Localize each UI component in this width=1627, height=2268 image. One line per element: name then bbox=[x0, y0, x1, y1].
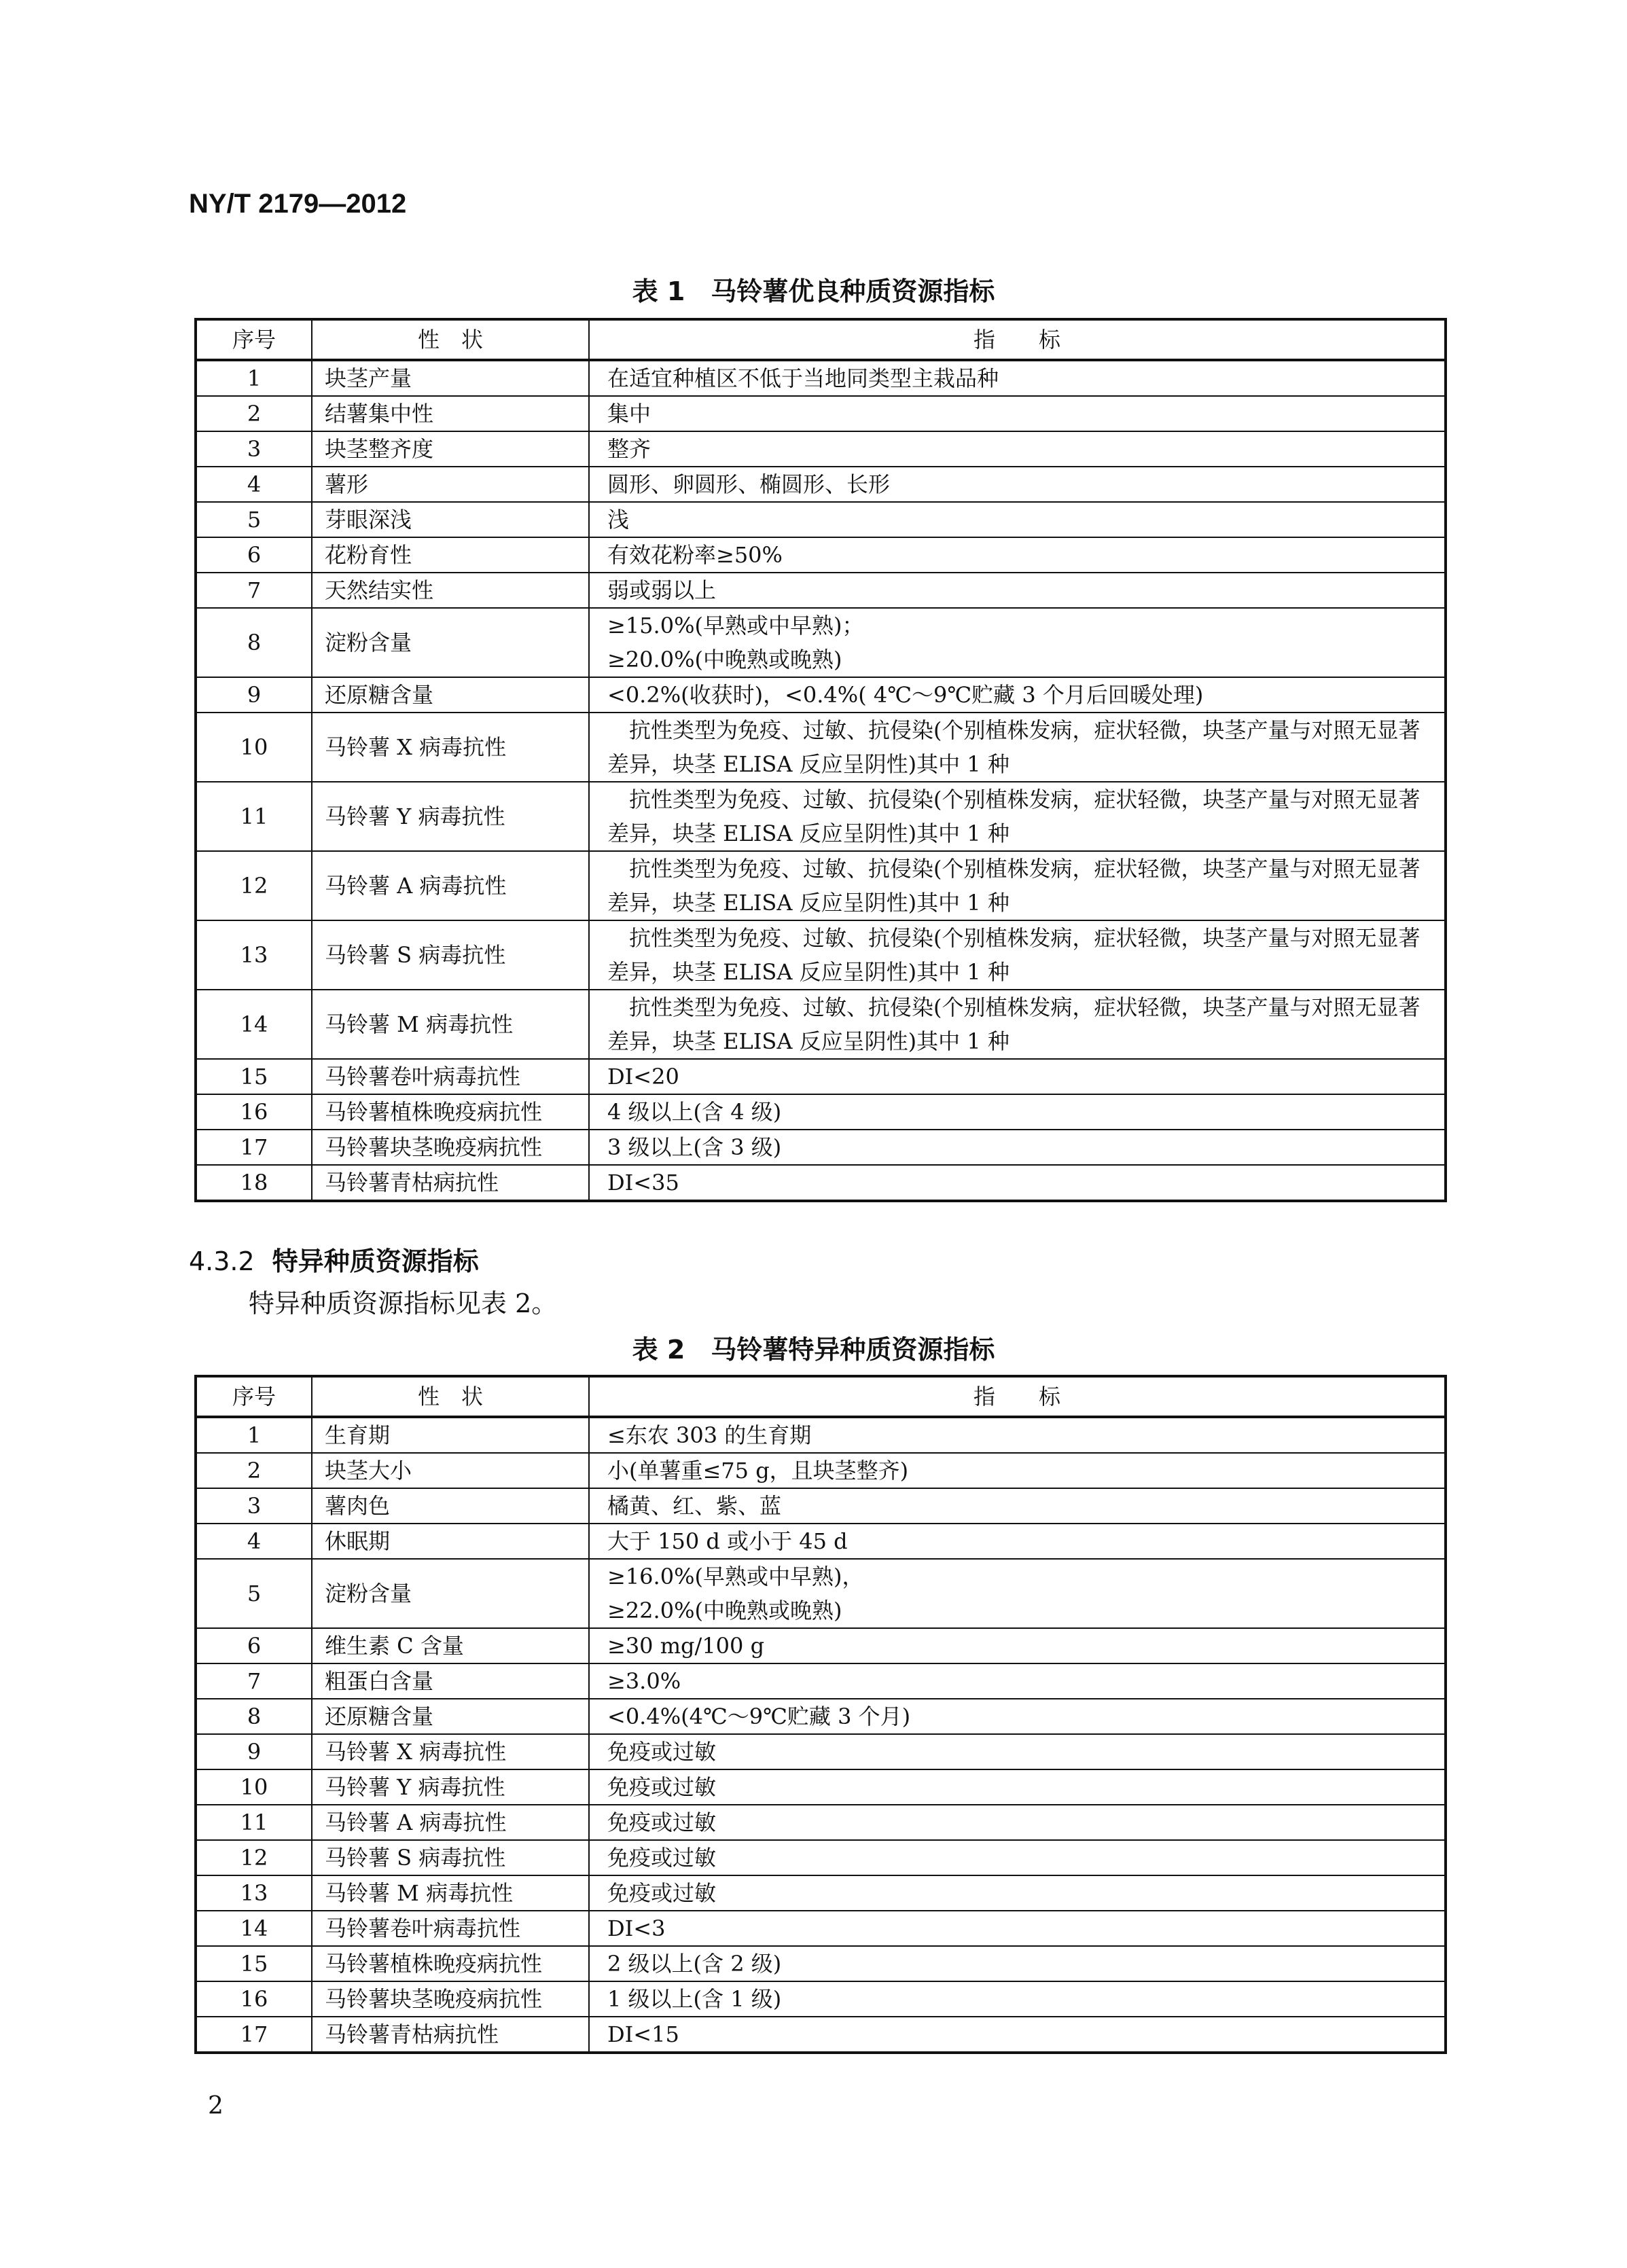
spec-line: 抗性类型为免疫、过敏、抗侵染(个别植株发病，症状轻微，块茎产量与对照无显著差异，块茎 ELISA 反应呈阴性)其中 1 种 bbox=[607, 925, 1420, 985]
spec-line: DI<20 bbox=[607, 1064, 679, 1090]
spec-line: ≥30 mg/100 g bbox=[607, 1633, 765, 1659]
row-number: 8 bbox=[196, 608, 312, 677]
header-trait: 性 状 bbox=[312, 319, 589, 360]
row-number: 3 bbox=[196, 1488, 312, 1524]
trait-cell: 花粉育性 bbox=[312, 537, 589, 573]
table2 bbox=[194, 1375, 1447, 2054]
table-row bbox=[196, 677, 1446, 713]
spec-cell bbox=[589, 1059, 1446, 1094]
spec-line: 在适宜种植区不低于当地同类型主栽品种 bbox=[607, 365, 999, 391]
trait-cell: 薯形 bbox=[312, 467, 589, 502]
trait-cell: 马铃薯 A 病毒抗性 bbox=[312, 851, 589, 920]
trait-cell: 马铃薯块茎晚疫病抗性 bbox=[312, 1130, 589, 1165]
spec-cell bbox=[589, 608, 1446, 677]
row-number: 8 bbox=[196, 1699, 312, 1734]
spec-line: 有效花粉率≥50% bbox=[607, 542, 783, 568]
spec-line: 2 级以上(含 2 级) bbox=[607, 1951, 782, 1977]
table-row bbox=[196, 1699, 1446, 1734]
spec-cell bbox=[589, 1524, 1446, 1559]
trait-cell: 维生素 C 含量 bbox=[312, 1628, 589, 1663]
table-row bbox=[196, 1524, 1446, 1559]
spec-line: 免疫或过敏 bbox=[607, 1810, 717, 1835]
table-row bbox=[196, 1734, 1446, 1769]
row-number: 16 bbox=[196, 1981, 312, 2017]
spec-cell bbox=[589, 713, 1446, 782]
trait-cell: 马铃薯 Y 病毒抗性 bbox=[312, 1769, 589, 1805]
trait-cell: 马铃薯 S 病毒抗性 bbox=[312, 920, 589, 990]
trait-cell: 马铃薯 M 病毒抗性 bbox=[312, 990, 589, 1059]
row-number: 11 bbox=[196, 782, 312, 851]
header-spec: 指 标 bbox=[589, 1376, 1446, 1417]
spec-line: DI<35 bbox=[607, 1170, 679, 1195]
spec-line: 抗性类型为免疫、过敏、抗侵染(个别植株发病，症状轻微，块茎产量与对照无显著差异，块茎 ELISA 反应呈阴性)其中 1 种 bbox=[607, 717, 1420, 777]
spec-cell bbox=[589, 1094, 1446, 1130]
spec-cell bbox=[589, 990, 1446, 1059]
row-number: 1 bbox=[196, 1417, 312, 1453]
table-row bbox=[196, 608, 1446, 677]
table1-caption: 表 1 马铃薯优良种质资源指标 bbox=[632, 276, 995, 306]
spec-line: 免疫或过敏 bbox=[607, 1880, 717, 1906]
trait-cell: 马铃薯 Y 病毒抗性 bbox=[312, 782, 589, 851]
spec-cell bbox=[589, 360, 1446, 396]
table1 bbox=[194, 318, 1447, 1202]
spec-cell bbox=[589, 1805, 1446, 1840]
table-row bbox=[196, 1981, 1446, 2017]
trait-cell: 马铃薯卷叶病毒抗性 bbox=[312, 1911, 589, 1946]
spec-cell bbox=[589, 851, 1446, 920]
table-row bbox=[196, 1805, 1446, 1840]
spec-cell bbox=[589, 1130, 1446, 1165]
spec-line: ≥20.0%(中晚熟或晚熟) bbox=[607, 647, 842, 672]
spec-cell bbox=[589, 573, 1446, 608]
spec-cell bbox=[589, 1734, 1446, 1769]
spec-cell bbox=[589, 537, 1446, 573]
table-row bbox=[196, 713, 1446, 782]
table-row bbox=[196, 431, 1446, 467]
trait-cell: 马铃薯 A 病毒抗性 bbox=[312, 1805, 589, 1840]
row-number: 13 bbox=[196, 920, 312, 990]
trait-cell: 淀粉含量 bbox=[312, 1559, 589, 1628]
spec-cell bbox=[589, 677, 1446, 713]
row-number: 12 bbox=[196, 851, 312, 920]
trait-cell: 薯肉色 bbox=[312, 1488, 589, 1524]
trait-cell: 马铃薯植株晚疫病抗性 bbox=[312, 1094, 589, 1130]
spec-line: 浅 bbox=[607, 507, 630, 533]
spec-cell bbox=[589, 2017, 1446, 2053]
row-number: 15 bbox=[196, 1059, 312, 1094]
row-number: 16 bbox=[196, 1094, 312, 1130]
spec-cell bbox=[589, 1559, 1446, 1628]
spec-line: DI<15 bbox=[607, 2021, 679, 2047]
table-row bbox=[196, 990, 1446, 1059]
spec-line: DI<3 bbox=[607, 1915, 666, 1941]
spec-line: 集中 bbox=[607, 401, 651, 427]
spec-line: 大于 150 d 或小于 45 d bbox=[607, 1528, 848, 1554]
table-row bbox=[196, 1663, 1446, 1699]
spec-line: 橘黄、红、紫、蓝 bbox=[607, 1493, 782, 1519]
spec-cell bbox=[589, 782, 1446, 851]
row-number: 14 bbox=[196, 1911, 312, 1946]
table-row bbox=[196, 1130, 1446, 1165]
spec-line: 3 级以上(含 3 级) bbox=[607, 1134, 782, 1160]
row-number: 5 bbox=[196, 502, 312, 537]
row-number: 6 bbox=[196, 537, 312, 573]
spec-line: 1 级以上(含 1 级) bbox=[607, 1986, 782, 2012]
trait-cell: 马铃薯 S 病毒抗性 bbox=[312, 1840, 589, 1875]
spec-cell bbox=[589, 1453, 1446, 1488]
section-number: 4.3.2 bbox=[189, 1246, 255, 1276]
table-row bbox=[196, 851, 1446, 920]
table-row bbox=[196, 1875, 1446, 1911]
trait-cell: 淀粉含量 bbox=[312, 608, 589, 677]
row-number: 3 bbox=[196, 431, 312, 467]
spec-line: ≥3.0% bbox=[607, 1668, 681, 1694]
row-number: 5 bbox=[196, 1559, 312, 1628]
table-row bbox=[196, 1628, 1446, 1663]
spec-line: 整齐 bbox=[607, 436, 651, 462]
standard-code: NY/T 2179—2012 bbox=[189, 189, 407, 219]
table-row bbox=[196, 467, 1446, 502]
trait-cell: 马铃薯 X 病毒抗性 bbox=[312, 713, 589, 782]
trait-cell: 休眠期 bbox=[312, 1524, 589, 1559]
table-row bbox=[196, 1417, 1446, 1453]
table-row bbox=[196, 1094, 1446, 1130]
trait-cell: 天然结实性 bbox=[312, 573, 589, 608]
trait-cell: 马铃薯 X 病毒抗性 bbox=[312, 1734, 589, 1769]
trait-cell: 生育期 bbox=[312, 1417, 589, 1453]
row-number: 2 bbox=[196, 1453, 312, 1488]
spec-cell bbox=[589, 1165, 1446, 1201]
table-row bbox=[196, 1769, 1446, 1805]
trait-cell: 还原糖含量 bbox=[312, 677, 589, 713]
spec-line: <0.4%(4℃～9℃贮藏 3 个月) bbox=[607, 1704, 911, 1729]
spec-cell bbox=[589, 1769, 1446, 1805]
table-row bbox=[196, 360, 1446, 396]
row-number: 4 bbox=[196, 467, 312, 502]
trait-cell: 结薯集中性 bbox=[312, 396, 589, 431]
spec-line: ≥16.0%(早熟或中早熟)， bbox=[607, 1564, 864, 1589]
table-row bbox=[196, 1840, 1446, 1875]
header-no: 序号 bbox=[196, 319, 312, 360]
table-row bbox=[196, 1453, 1446, 1488]
row-number: 17 bbox=[196, 2017, 312, 2053]
spec-line: ≥15.0%(早熟或中早熟)； bbox=[607, 613, 864, 638]
trait-cell: 粗蛋白含量 bbox=[312, 1663, 589, 1699]
spec-line: ≤东农 303 的生育期 bbox=[607, 1422, 812, 1448]
spec-line: 4 级以上(含 4 级) bbox=[607, 1099, 782, 1125]
spec-cell bbox=[589, 396, 1446, 431]
table-row bbox=[196, 573, 1446, 608]
table-header-row bbox=[196, 319, 1446, 360]
table-row bbox=[196, 920, 1446, 990]
row-number: 18 bbox=[196, 1165, 312, 1201]
row-number: 4 bbox=[196, 1524, 312, 1559]
row-number: 7 bbox=[196, 573, 312, 608]
spec-line: <0.2%(收获时)，<0.4%( 4℃～9℃贮藏 3 个月后回暖处理) bbox=[607, 682, 1204, 708]
table2-caption: 表 2 马铃薯特异种质资源指标 bbox=[632, 1335, 995, 1365]
spec-cell bbox=[589, 502, 1446, 537]
trait-cell: 马铃薯植株晚疫病抗性 bbox=[312, 1946, 589, 1981]
section-heading bbox=[189, 1240, 479, 1278]
row-number: 11 bbox=[196, 1805, 312, 1840]
table-row bbox=[196, 1946, 1446, 1981]
header-trait: 性 状 bbox=[312, 1376, 589, 1417]
header-no: 序号 bbox=[196, 1376, 312, 1417]
row-number: 17 bbox=[196, 1130, 312, 1165]
table-row bbox=[196, 537, 1446, 573]
trait-cell: 还原糖含量 bbox=[312, 1699, 589, 1734]
row-number: 2 bbox=[196, 396, 312, 431]
row-number: 10 bbox=[196, 1769, 312, 1805]
trait-cell: 马铃薯块茎晚疫病抗性 bbox=[312, 1981, 589, 2017]
row-number: 14 bbox=[196, 990, 312, 1059]
row-number: 6 bbox=[196, 1628, 312, 1663]
spec-line: 免疫或过敏 bbox=[607, 1845, 717, 1871]
trait-cell: 块茎整齐度 bbox=[312, 431, 589, 467]
trait-cell: 芽眼深浅 bbox=[312, 502, 589, 537]
trait-cell: 马铃薯青枯病抗性 bbox=[312, 2017, 589, 2053]
table-header-row bbox=[196, 1376, 1446, 1417]
spec-line: 抗性类型为免疫、过敏、抗侵染(个别植株发病，症状轻微，块茎产量与对照无显著差异，块茎 ELISA 反应呈阴性)其中 1 种 bbox=[607, 787, 1420, 846]
spec-cell bbox=[589, 1911, 1446, 1946]
page-number: 2 bbox=[208, 2092, 224, 2120]
table-row bbox=[196, 1059, 1446, 1094]
trait-cell: 块茎产量 bbox=[312, 360, 589, 396]
table-row bbox=[196, 1165, 1446, 1201]
spec-cell bbox=[589, 431, 1446, 467]
row-number: 13 bbox=[196, 1875, 312, 1911]
spec-line: 小(单薯重≤75 g，且块茎整齐) bbox=[607, 1458, 909, 1483]
section-title: 特异种质资源指标 bbox=[272, 1246, 479, 1276]
spec-line: 免疫或过敏 bbox=[607, 1774, 717, 1800]
table-row bbox=[196, 1911, 1446, 1946]
spec-cell bbox=[589, 1488, 1446, 1524]
spec-cell bbox=[589, 1981, 1446, 2017]
spec-cell bbox=[589, 1840, 1446, 1875]
spec-cell bbox=[589, 920, 1446, 990]
spec-cell bbox=[589, 1875, 1446, 1911]
spec-line: 抗性类型为免疫、过敏、抗侵染(个别植株发病，症状轻微，块茎产量与对照无显著差异，块茎 ELISA 反应呈阴性)其中 1 种 bbox=[607, 856, 1420, 916]
trait-cell: 马铃薯卷叶病毒抗性 bbox=[312, 1059, 589, 1094]
table-row bbox=[196, 502, 1446, 537]
table-row bbox=[196, 2017, 1446, 2053]
row-number: 10 bbox=[196, 713, 312, 782]
header-spec: 指 标 bbox=[589, 319, 1446, 360]
spec-cell bbox=[589, 1628, 1446, 1663]
spec-line: 免疫或过敏 bbox=[607, 1739, 717, 1765]
row-number: 9 bbox=[196, 677, 312, 713]
spec-line: ≥22.0%(中晚熟或晚熟) bbox=[607, 1598, 842, 1623]
spec-cell bbox=[589, 1699, 1446, 1734]
table-row bbox=[196, 782, 1446, 851]
section-paragraph: 特异种质资源指标见表 2。 bbox=[249, 1289, 558, 1318]
table-row bbox=[196, 1488, 1446, 1524]
spec-cell bbox=[589, 1663, 1446, 1699]
row-number: 12 bbox=[196, 1840, 312, 1875]
table-row bbox=[196, 396, 1446, 431]
spec-line: 抗性类型为免疫、过敏、抗侵染(个别植株发病，症状轻微，块茎产量与对照无显著差异，块茎 ELISA 反应呈阴性)其中 1 种 bbox=[607, 994, 1420, 1054]
spec-cell bbox=[589, 1417, 1446, 1453]
row-number: 9 bbox=[196, 1734, 312, 1769]
spec-cell bbox=[589, 1946, 1446, 1981]
row-number: 1 bbox=[196, 360, 312, 396]
trait-cell: 马铃薯 M 病毒抗性 bbox=[312, 1875, 589, 1911]
table-row bbox=[196, 1559, 1446, 1628]
spec-cell bbox=[589, 467, 1446, 502]
trait-cell: 块茎大小 bbox=[312, 1453, 589, 1488]
spec-line: 圆形、卵圆形、椭圆形、长形 bbox=[607, 471, 891, 497]
trait-cell: 马铃薯青枯病抗性 bbox=[312, 1165, 589, 1201]
row-number: 7 bbox=[196, 1663, 312, 1699]
spec-line: 弱或弱以上 bbox=[607, 577, 717, 603]
row-number: 15 bbox=[196, 1946, 312, 1981]
